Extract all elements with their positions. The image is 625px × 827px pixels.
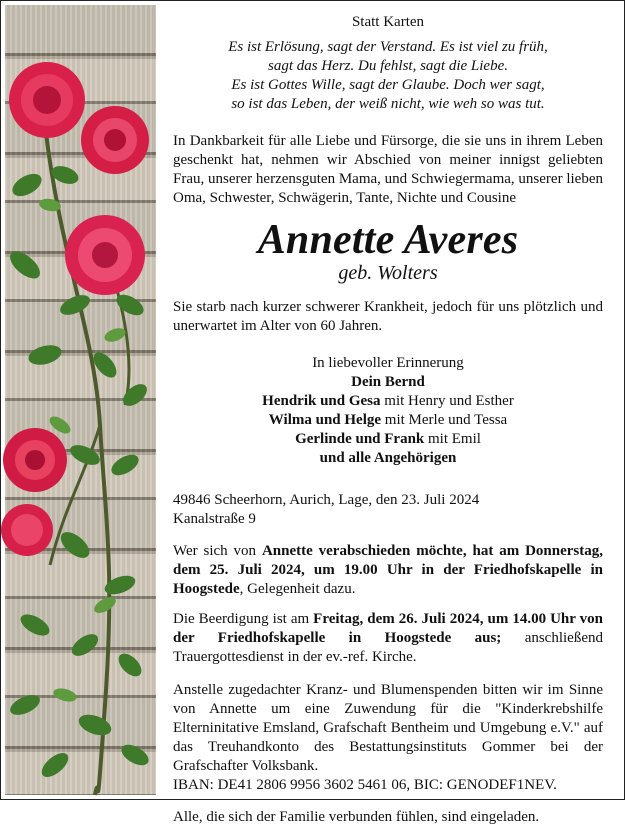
farewell-paragraph: Wer sich von Annette verabschieden möchte, hat am Donnerstag, dem 25. Juli 2024, um 19.00 Uhr in der Friedhofskapelle in Hoogstede, Gelegenheit dazu. (173, 543, 603, 597)
street-address: Kanalstraße 9 (173, 511, 256, 527)
rose-photo (5, 5, 156, 795)
intro-paragraph: In Dankbarkeit für alle Liebe und Fürsorge, die sie uns in ihrem Leben geschenkt hat, nehmen wir Abschied von meiner innigst geliebten Frau, unserer herzensguten Mama, und Schwiegermama, unserer lieben Oma, Schwester, Schwägerin, Tante, Nichte und Cousine (173, 133, 603, 206)
funeral-paragraph: Die Beerdigung ist am Freitag, dem 26. Juli 2024, um 14.00 Uhr von der Friedhofskapelle in Hoogstede aus; anschließend Trauergottesdienst in der ev.-ref. Kirche. (173, 611, 603, 665)
mourner-line: Dein Bernd (351, 374, 425, 390)
climbing-roses-image (5, 5, 156, 795)
bank-details: IBAN: DE41 2806 9956 3602 5461 06, BIC: GENODEF1NEV. (173, 777, 557, 793)
poem (173, 38, 603, 114)
maiden-name: geb. Wolters (338, 262, 438, 284)
deceased-name: Annette Averes (257, 217, 519, 263)
memory-heading: In liebevoller Erinnerung (312, 355, 464, 371)
poem-line: sagt das Herz. Du fehlst, sagt die Liebe. (268, 58, 508, 74)
place-date: 49846 Scheerhorn, Aurich, Lage, den 23. Juli 2024 (173, 492, 480, 508)
mourners-block (173, 354, 603, 468)
mourner-line: Wilma und Helge mit Merle und Tessa (268, 412, 508, 428)
poem-line: Es ist Gottes Wille, sagt der Glaube. Doch wer sagt, (231, 77, 545, 93)
poem-line: so ist das Leben, der weiß nicht, wie weh so was tut. (231, 96, 545, 112)
death-notice: Sie starb nach kurzer schwerer Krankheit, jedoch für uns plötzlich und unerwartet im Alter von 60 Jahren. (173, 299, 603, 334)
closing-line: Alle, die sich der Familie verbunden fühlen, sind eingeladen. (173, 809, 540, 825)
poem-line: Es ist Erlösung, sagt der Verstand. Es ist viel zu früh, (228, 39, 548, 55)
donation-paragraph: Anstelle zugedachter Kranz- und Blumenspenden bitten wir im Sinne von Annette um eine Zuwendung für die "Kinderkrebshilfe Elterninitative Emsland, Grafschaft Bentheim und Umgebung e.V." auf das Treuhandkonto des Bestattungsinstituts Gommer bei der Grafschafter Volksbank. (173, 682, 603, 774)
header-statt-karten: Statt Karten (351, 14, 425, 30)
mourner-line: und alle Angehörigen (319, 450, 457, 466)
obituary-text (173, 7, 603, 827)
address-block (173, 491, 603, 529)
mourner-line: Gerlinde und Frank mit Emil (295, 431, 481, 447)
mourner-line: Hendrik und Gesa mit Henry und Esther (262, 393, 514, 409)
